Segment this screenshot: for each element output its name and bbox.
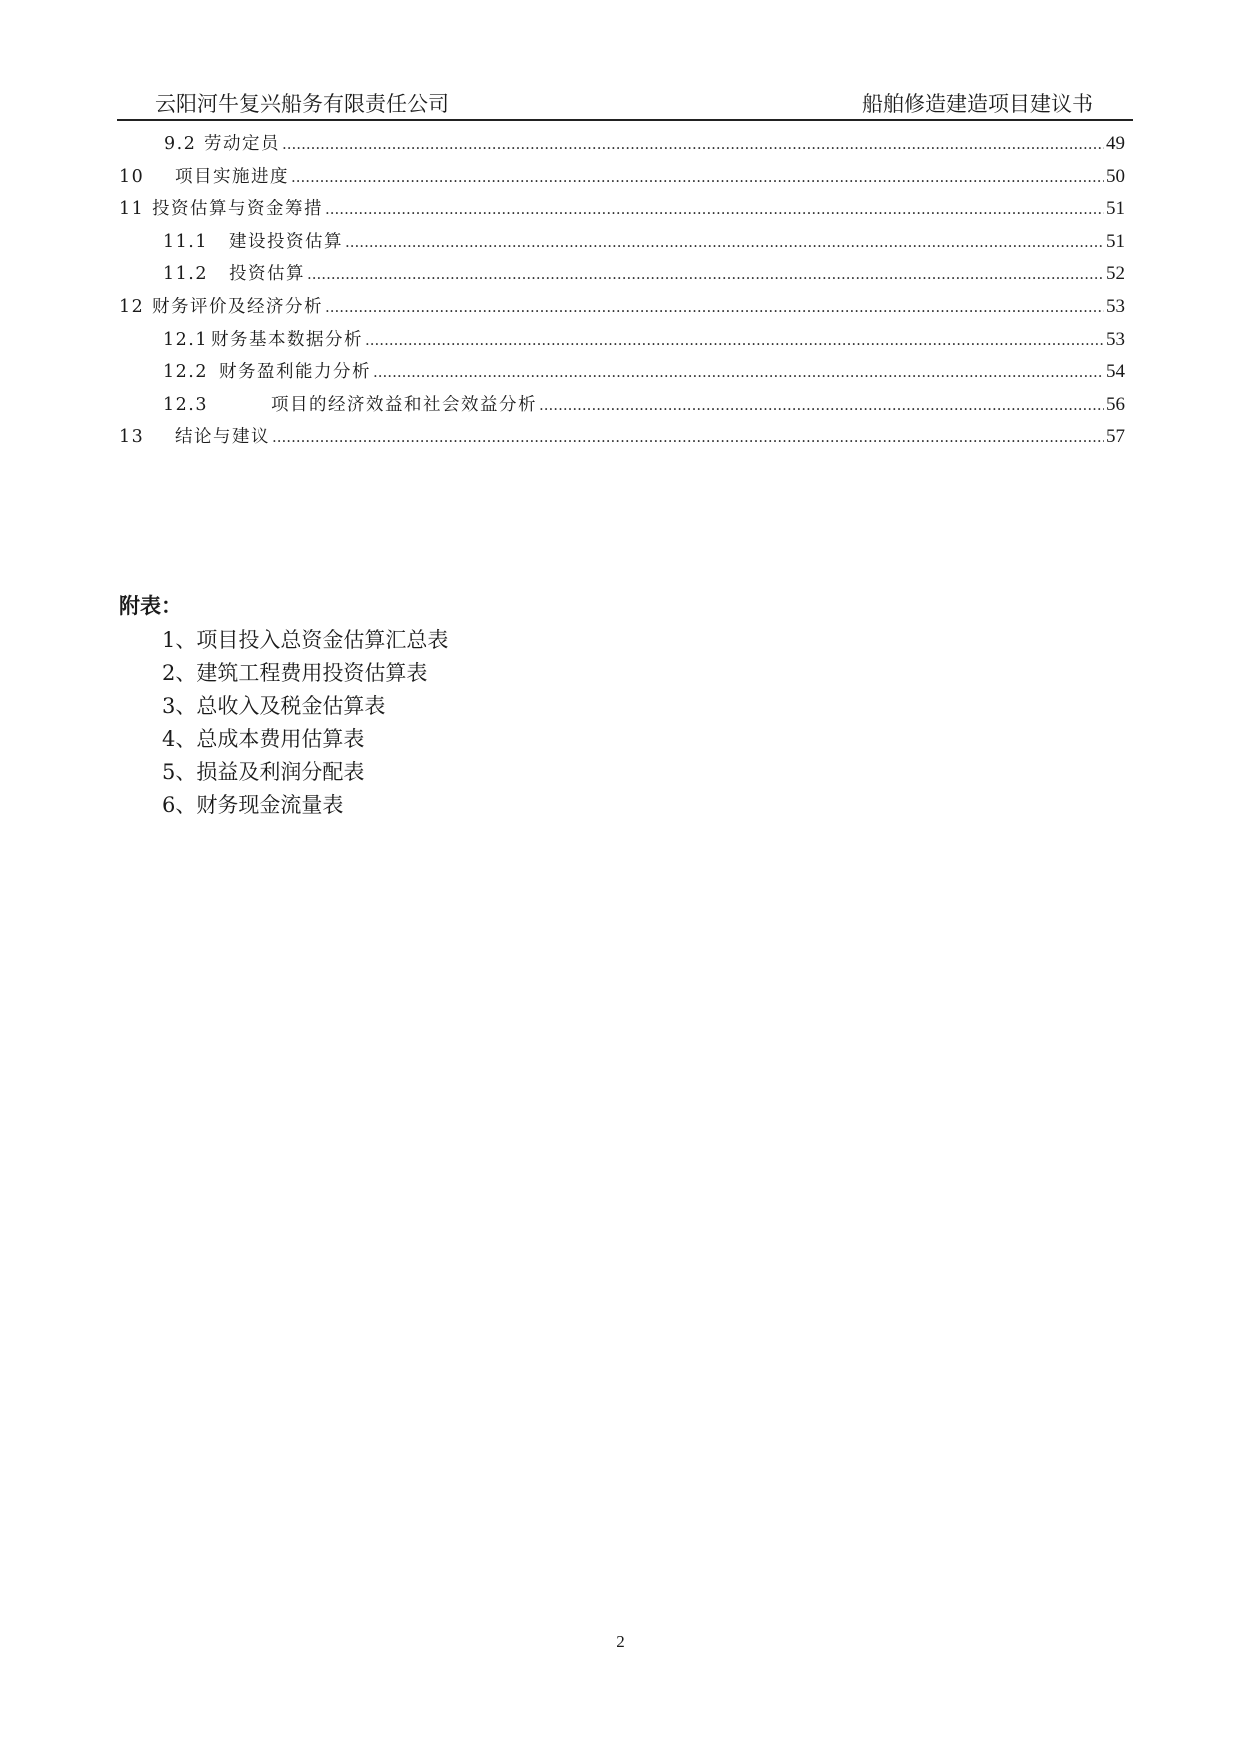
toc-page: 51 — [1106, 198, 1125, 220]
appendix-item: 4、总成本费用估算表 — [162, 727, 365, 751]
appendix-item: 1、项目投入总资金估算汇总表 — [162, 628, 449, 652]
toc-number: 12 — [119, 296, 145, 317]
toc-number: 13 — [119, 427, 145, 448]
toc-entry-9-2[interactable] — [119, 130, 1125, 163]
toc-number: 11.2 — [163, 264, 208, 285]
toc-entry-11[interactable] — [119, 195, 1125, 228]
toc-number: 12.1 — [163, 329, 208, 350]
appendix-item: 5、损益及利润分配表 — [162, 760, 365, 784]
toc-number: 11 — [119, 199, 145, 220]
toc-label: 项目实施进度 — [175, 166, 289, 187]
toc-leader — [307, 264, 1104, 284]
toc-entry-13[interactable] — [119, 423, 1125, 456]
header-rule — [117, 119, 1133, 121]
header-company: 云阳河牛复兴船务有限责任公司 — [155, 92, 449, 116]
toc-leader — [325, 199, 1104, 219]
toc-page: 52 — [1106, 263, 1125, 285]
toc-entry-12-2[interactable] — [119, 358, 1125, 391]
toc-label: 财务盈利能力分析 — [219, 362, 371, 383]
toc-page: 53 — [1106, 295, 1125, 317]
header-doc-title: 船舶修造建造项目建议书 — [862, 92, 1093, 116]
toc-number: 12.3 — [163, 394, 208, 415]
toc-entry-11-2[interactable] — [119, 260, 1125, 293]
toc-number: 9.2 — [164, 134, 197, 154]
toc-leader — [539, 395, 1104, 415]
toc-label: 劳动定员 — [204, 134, 280, 154]
toc-label: 投资估算 — [229, 264, 305, 285]
toc-entry-12-3[interactable] — [119, 391, 1125, 424]
toc-label: 项目的经济效益和社会效益分析 — [271, 394, 537, 415]
toc-page: 51 — [1106, 230, 1125, 252]
toc-page: 50 — [1106, 165, 1125, 187]
toc-entry-12[interactable] — [119, 293, 1125, 326]
appendix-item: 2、建筑工程费用投资估算表 — [162, 661, 428, 685]
toc-page: 56 — [1106, 393, 1125, 415]
toc-leader — [345, 232, 1104, 252]
toc-leader — [282, 134, 1104, 154]
toc-label: 投资估算与资金筹措 — [152, 199, 323, 220]
appendix-title: 附表： — [119, 593, 182, 618]
toc-number: 10 — [119, 166, 145, 187]
toc-page: 57 — [1106, 426, 1125, 448]
page-number: 2 — [616, 1632, 625, 1651]
toc-leader — [325, 297, 1104, 317]
toc-number: 12.2 — [163, 362, 208, 383]
toc-leader — [291, 167, 1104, 187]
toc-label: 财务评价及经济分析 — [152, 296, 323, 317]
toc-number: 11.1 — [163, 231, 208, 252]
toc-page: 49 — [1106, 133, 1125, 154]
toc-page: 54 — [1106, 361, 1125, 383]
toc-entry-12-1[interactable] — [119, 326, 1125, 359]
toc-entry-11-1[interactable] — [119, 228, 1125, 261]
toc-label: 财务基本数据分析 — [211, 329, 363, 350]
toc-label: 结论与建议 — [175, 427, 270, 448]
appendix-item: 3、总收入及税金估算表 — [162, 694, 386, 718]
toc-leader — [365, 330, 1104, 350]
appendix-item: 6、财务现金流量表 — [162, 793, 344, 817]
toc-leader — [272, 427, 1104, 447]
toc-entry-10[interactable] — [119, 163, 1125, 196]
toc-page: 53 — [1106, 328, 1125, 350]
toc-leader — [373, 362, 1104, 382]
appendix-list — [162, 624, 448, 822]
toc-label: 建设投资估算 — [229, 231, 343, 252]
table-of-contents — [119, 130, 1125, 456]
